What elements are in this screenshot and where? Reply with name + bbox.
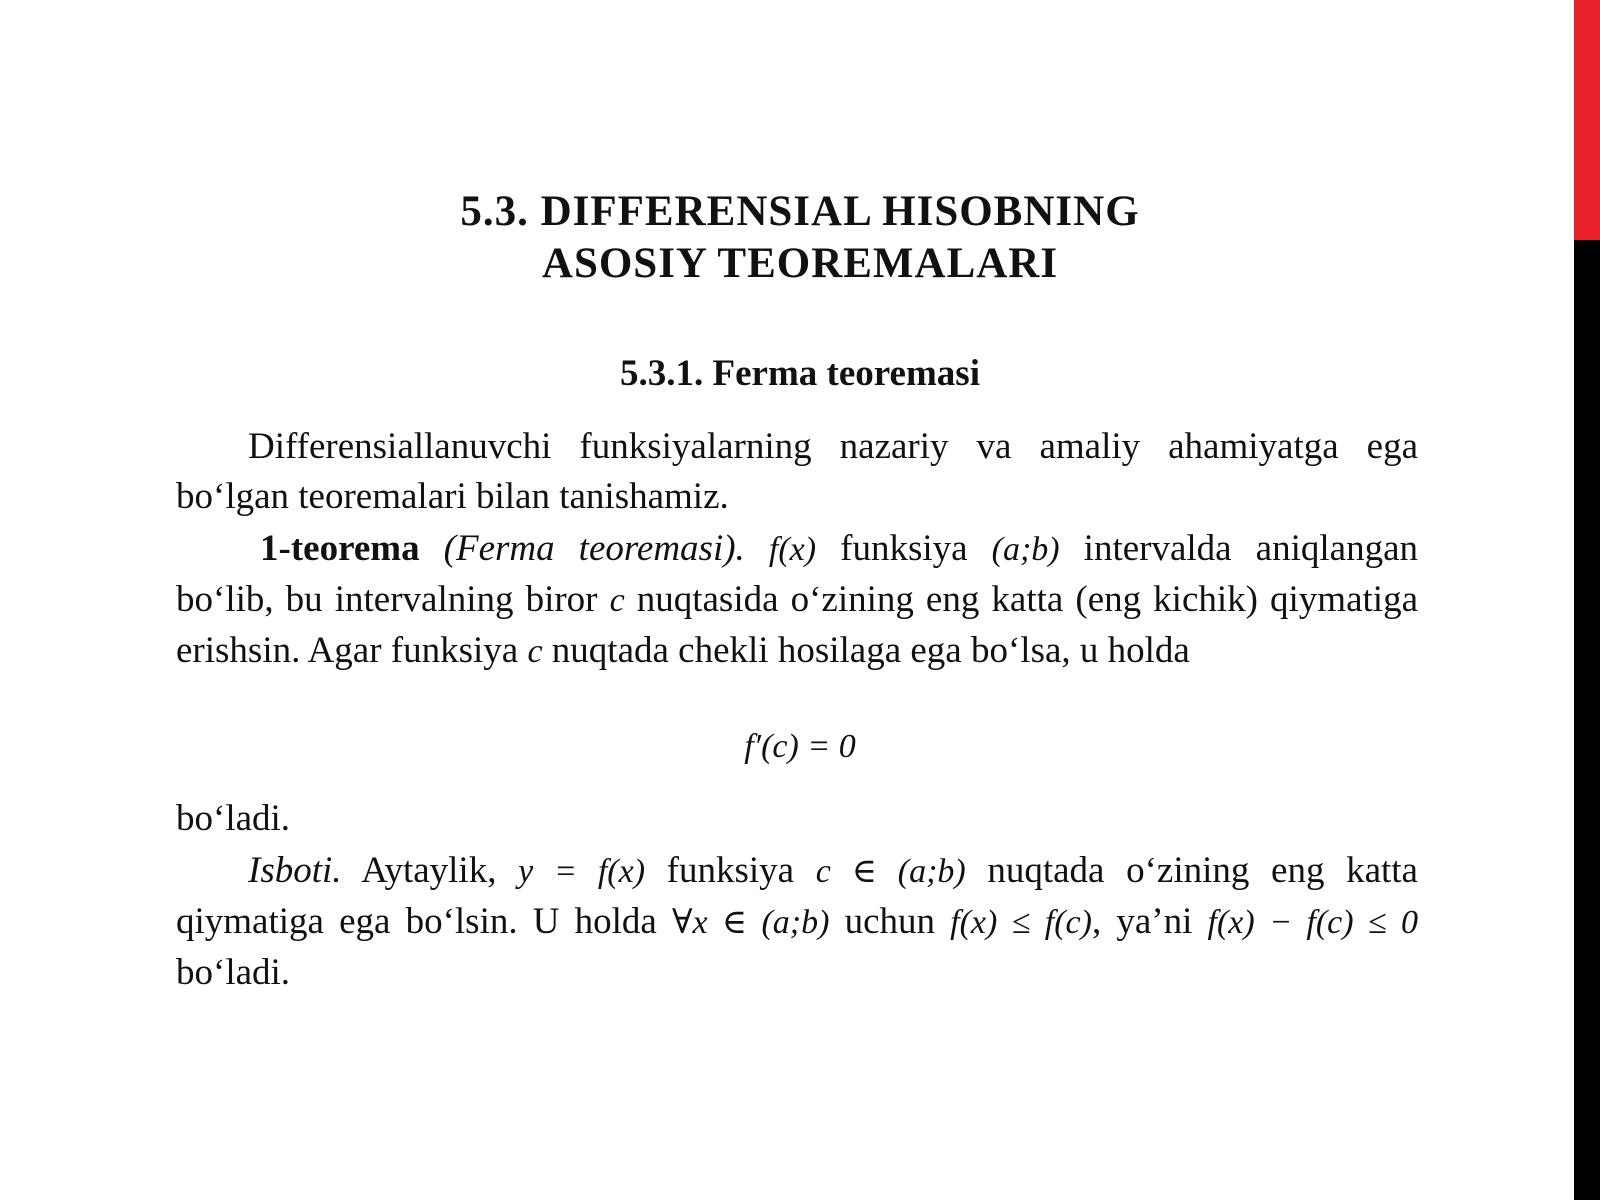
- proof-label: Isboti.: [248, 850, 342, 891]
- proof-text-1: Aytaylik,: [341, 850, 519, 891]
- title-line-2: ASOSIY TEOREMALARI: [541, 240, 1059, 287]
- side-accent-bar: [1574, 0, 1600, 1200]
- theorem-label: 1-teorema: [260, 528, 420, 569]
- theorem-fx: f(x): [768, 531, 817, 568]
- theorem-text-1: funksiya: [816, 528, 992, 569]
- intro-text: Differensiallanuvchi funksiyalarning nazariy va amaliy ahamiyatga ega bo‘lgan teoremalari bilan tanishamiz.: [176, 426, 1418, 517]
- theorem-name: (Ferma teoremasi).: [443, 528, 745, 569]
- theorem-text-4: nuqtada chekli hosilaga ega bo‘lsa, u holda: [542, 630, 1190, 671]
- proof-text-6: bo‘ladi.: [176, 952, 291, 993]
- display-formula: f′(c) = 0: [744, 728, 856, 765]
- proof-text-4: uchun: [829, 901, 951, 942]
- proof-text-2: funksiya: [645, 850, 816, 891]
- result-paragraph: bo‘ladi.: [176, 798, 291, 839]
- proof-math-2: c ∈ (a;b): [815, 853, 966, 890]
- proof-math-4: f(x) ≤ f(c): [950, 904, 1092, 941]
- proof-text-5: , ya’ni: [1091, 901, 1208, 942]
- theorem-text-3: nuqtasida o‘zining eng katta (eng kichik) qiymatiga erishsin. Agar funksiya: [176, 579, 1418, 671]
- proof-paragraph: [176, 846, 1418, 998]
- theorem-c2: c: [527, 633, 543, 670]
- proof-math-5: f(x) − f(c) ≤ 0: [1207, 904, 1418, 941]
- proof-math-3: ∀x ∈ (a;b): [671, 904, 830, 941]
- page-title: [0, 186, 1600, 290]
- theorem-text-2: intervalda aniqlangan bo‘lib, bu intervalning biror: [176, 528, 1418, 620]
- theorem-paragraph: [176, 524, 1418, 677]
- section-subtitle: 5.3.1. Ferma teoremasi: [620, 353, 980, 394]
- intro-paragraph: [176, 422, 1418, 522]
- theorem-c1: c: [609, 582, 625, 619]
- theorem-interval: (a;b): [991, 531, 1060, 568]
- proof-math-1: y = f(x): [518, 853, 646, 890]
- title-line-1: 5.3. DIFFERENSIAL HISOBNING: [460, 188, 1140, 235]
- proof-text-3: nuqtada o‘zining eng katta qiymatiga ega bo‘lsin. U holda: [176, 850, 1418, 942]
